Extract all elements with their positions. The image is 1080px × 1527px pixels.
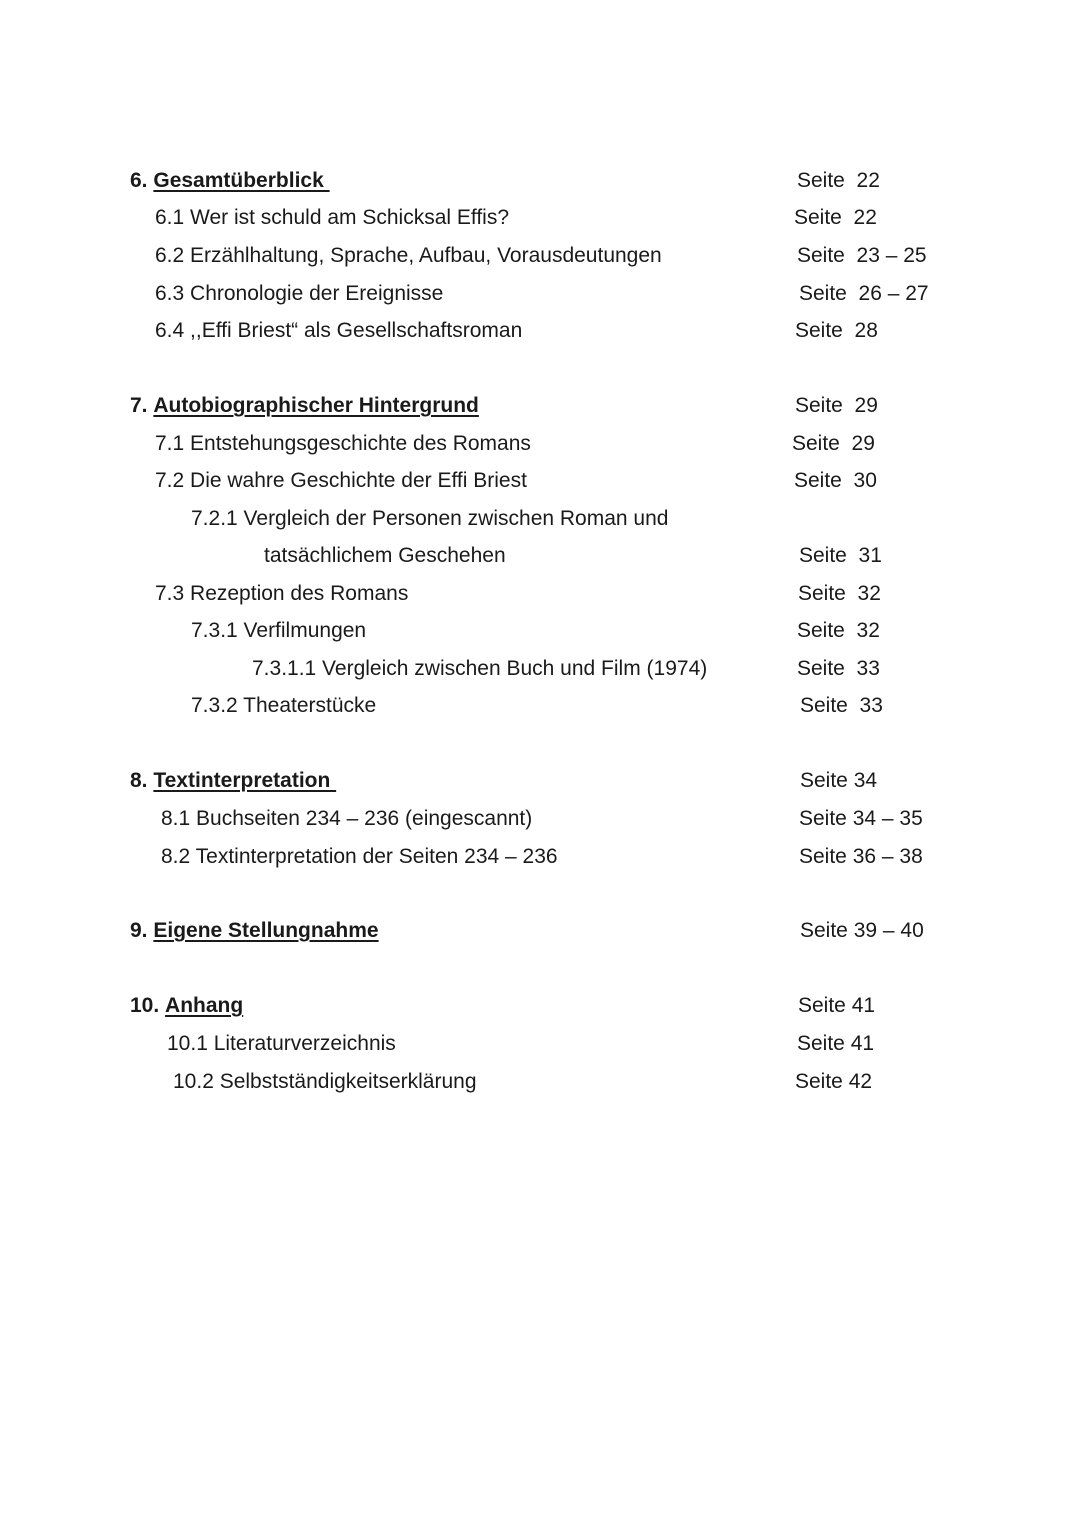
toc-entry xyxy=(0,203,1080,233)
toc-entry-title: 7.1 Entstehungsgeschichte des Romans xyxy=(155,432,531,455)
toc-page-number: Seite 31 xyxy=(799,544,882,567)
toc-entry-title: 7.3.2 Theaterstücke xyxy=(191,694,377,717)
toc-page-number: Seite 41 xyxy=(797,1032,875,1055)
toc-page-number: Seite 34 – 35 xyxy=(799,807,923,830)
toc-section-heading xyxy=(0,166,1080,196)
toc-entry-title: 8.1 Buchseiten 234 – 236 (eingescannt) xyxy=(161,807,533,830)
toc-page-number: Seite 23 – 25 xyxy=(797,244,927,267)
toc-section-number: 6. xyxy=(130,169,148,192)
toc-entry xyxy=(0,279,1080,309)
toc-entry xyxy=(0,541,1080,571)
toc-entry xyxy=(0,579,1080,609)
toc-section-heading xyxy=(0,916,1080,946)
toc-page-number: Seite 34 xyxy=(800,769,878,792)
toc-entry xyxy=(0,654,1080,684)
toc-entry xyxy=(0,466,1080,496)
toc-entry-title: 6.4 ,,Effi Briest“ als Gesellschaftsroman xyxy=(155,319,523,342)
toc-page-number: Seite 32 xyxy=(798,582,881,605)
toc-entry-title: 6.1 Wer ist schuld am Schicksal Effis? xyxy=(155,206,510,229)
toc-section-title: Autobiographischer Hintergrund xyxy=(153,394,479,417)
toc-entry-title xyxy=(130,916,379,946)
toc-entry-title xyxy=(130,166,330,196)
toc-page-number: Seite 30 xyxy=(794,469,877,492)
toc-entry xyxy=(0,429,1080,459)
toc-entry-title: 7.3 Rezeption des Romans xyxy=(155,582,409,605)
toc-page-number: Seite 41 xyxy=(798,994,876,1017)
toc-entry-title: 7.3.1 Verfilmungen xyxy=(191,619,367,642)
toc-page-number: Seite 28 xyxy=(795,319,878,342)
toc-page-number: Seite 33 xyxy=(800,694,883,717)
toc-entry xyxy=(0,241,1080,271)
toc-entry xyxy=(0,842,1080,872)
toc-section-heading xyxy=(0,391,1080,421)
toc-page-number: Seite 33 xyxy=(797,657,880,680)
toc-entry xyxy=(0,316,1080,346)
toc-page-number: Seite 42 xyxy=(795,1070,873,1093)
toc-section-number: 9. xyxy=(130,919,148,942)
toc-entry-title: 7.2.1 Vergleich der Personen zwischen Roman und xyxy=(191,507,669,530)
toc-section-title: Eigene Stellungnahme xyxy=(153,919,379,942)
toc-section-heading xyxy=(0,991,1080,1021)
toc-entry-title: 6.2 Erzählhaltung, Sprache, Aufbau, Vorausdeutungen xyxy=(155,244,662,267)
toc-section-number: 10. xyxy=(130,994,160,1017)
toc-entry-title: 10.1 Literaturverzeichnis xyxy=(167,1032,396,1055)
toc-section-title: Gesamtüberblick xyxy=(153,169,330,192)
toc-page-number: Seite 26 – 27 xyxy=(799,282,929,305)
toc-entry xyxy=(0,1029,1080,1059)
toc-section-heading xyxy=(0,766,1080,796)
toc-entry-title: 6.3 Chronologie der Ereignisse xyxy=(155,282,444,305)
toc-entry-title xyxy=(130,391,479,421)
toc-page-number: Seite 36 – 38 xyxy=(799,845,923,868)
toc-entry-title: 7.3.1.1 Vergleich zwischen Buch und Film (1974) xyxy=(252,657,708,680)
toc-entry-title: 8.2 Textinterpretation der Seiten 234 – 236 xyxy=(161,845,558,868)
toc-page-number: Seite 29 xyxy=(792,432,875,455)
toc-page-number: Seite 29 xyxy=(795,394,878,417)
toc-entry-title: tatsächlichem Geschehen xyxy=(264,544,506,567)
toc-section-number: 7. xyxy=(130,394,148,417)
toc-page-number: Seite 22 xyxy=(794,206,877,229)
toc-entry xyxy=(0,616,1080,646)
toc-section-title: Textinterpretation xyxy=(153,769,337,792)
toc-page-number: Seite 32 xyxy=(797,619,880,642)
toc-page-number: Seite 39 – 40 xyxy=(800,919,924,942)
toc-page-number: Seite 22 xyxy=(797,169,880,192)
toc-section-title: Anhang xyxy=(165,994,244,1017)
toc-section-number: 8. xyxy=(130,769,148,792)
toc-entry-title xyxy=(130,991,243,1021)
toc-entry xyxy=(0,1067,1080,1097)
toc-entry-title: 10.2 Selbstständigkeitserklärung xyxy=(173,1070,477,1093)
toc-entry xyxy=(0,504,1080,534)
toc-entry xyxy=(0,804,1080,834)
toc-entry-title xyxy=(130,766,336,796)
toc-entry-title: 7.2 Die wahre Geschichte der Effi Briest xyxy=(155,469,527,492)
toc-entry xyxy=(0,691,1080,721)
